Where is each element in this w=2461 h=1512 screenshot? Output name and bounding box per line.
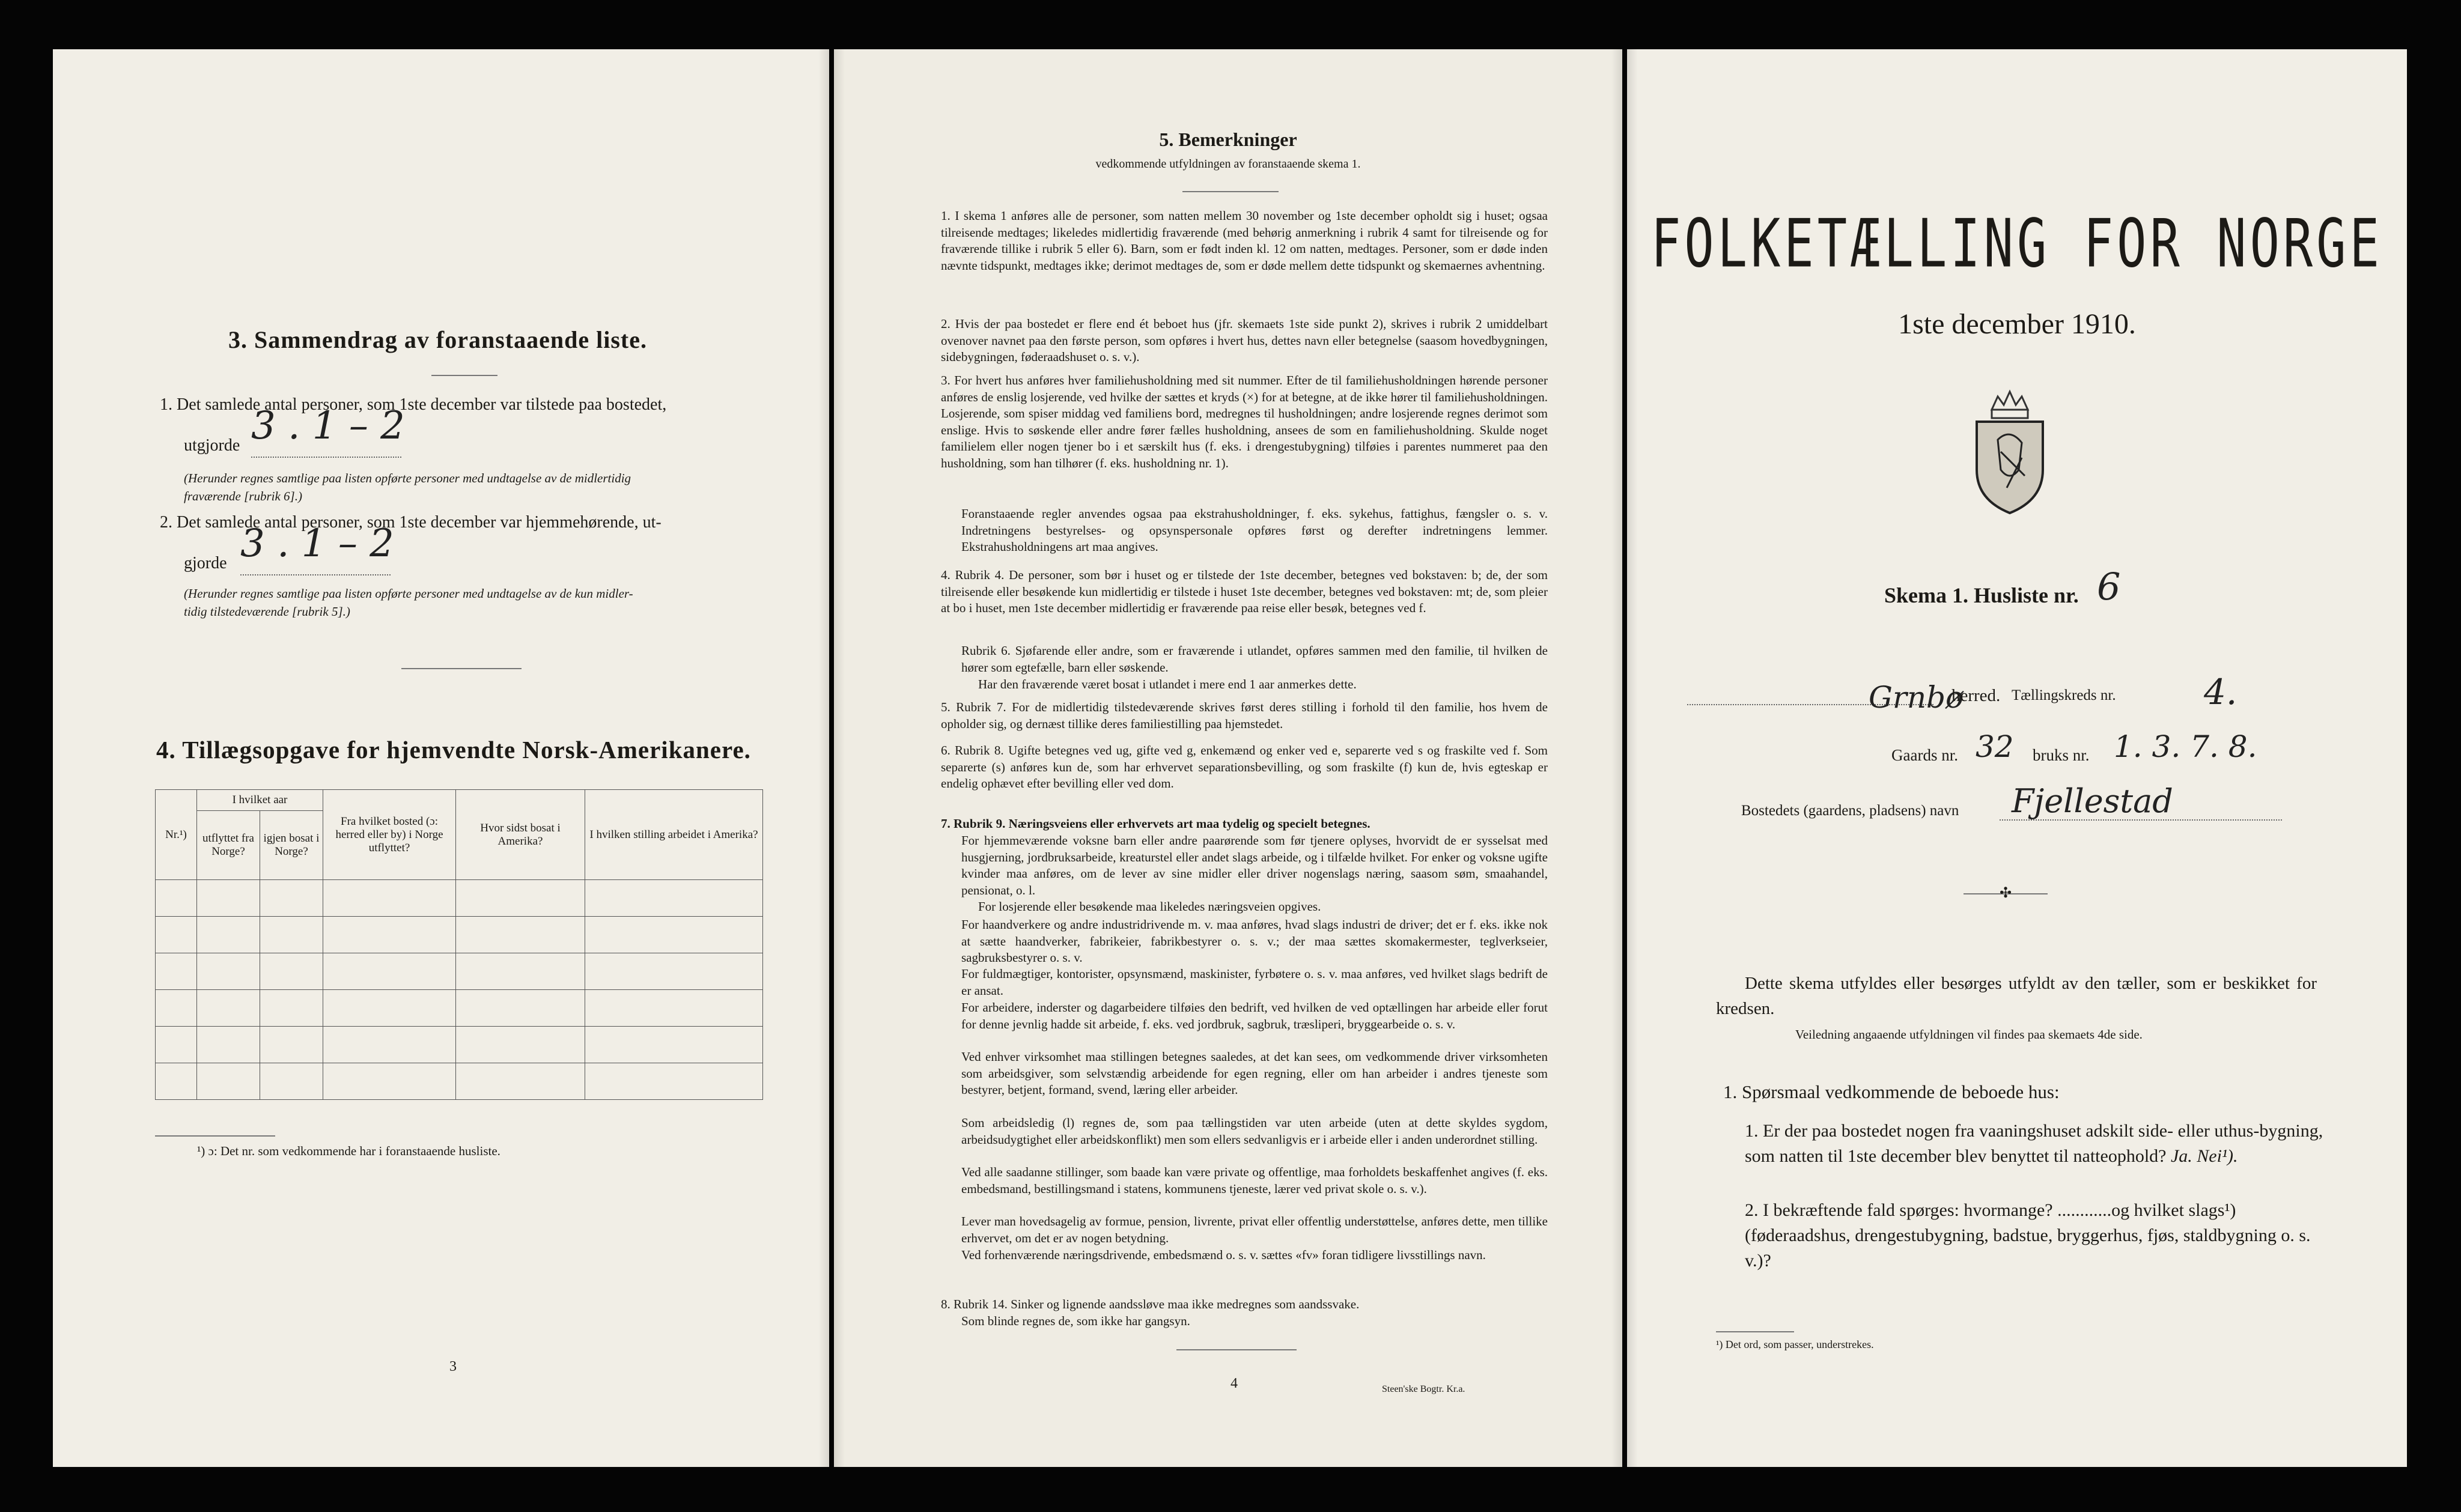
- item1-text: 1. Det samlede antal personer, som 1ste december var tilstede paa bostedet,: [160, 395, 667, 414]
- note-5: 5. Rubrik 7. For de midlertidig tilstedeværende skrives først deres stilling i forhold til den familie, hos hvem de opholder sig, og dernæst tillike deres familiestilling paa hjemstedet.: [941, 700, 1548, 731]
- printer-mark: Steen'ske Bogtr. Kr.a.: [1382, 1384, 1465, 1394]
- table-row: [156, 1063, 763, 1100]
- page-number: 4: [1230, 1376, 1238, 1391]
- left-page: [53, 49, 829, 1467]
- gaards-label: Gaards nr.: [1891, 746, 1958, 764]
- note-3-extra: Foranstaaende regler anvendes ogsaa paa ekstrahusholdninger, f. eks. sykehus, fattighus, fængsler o. s. v. Indretningens bestyrelses- og opsynspersonale opføres først og derefter indretningens lemmer. Ekstrahusholdningens art maa angives.: [961, 506, 1548, 554]
- header-from-where: Fra hvilket bosted (ɔ: herred eller by) i Norge utflyttet?: [323, 790, 456, 880]
- page-fold-shadow: [818, 49, 829, 1467]
- bosted-label: Bostedets (gaardens, pladsens) navn: [1741, 803, 1959, 819]
- section3-title: 3. Sammendrag av foranstaaende liste.: [228, 326, 647, 353]
- middle-page: [834, 49, 1622, 1467]
- divider: [401, 668, 522, 669]
- gaards-nr-value: 32: [1976, 729, 2014, 764]
- questions-heading: 1. Spørsmaal vedkommende de beboede hus:: [1723, 1081, 2060, 1102]
- note-4: 4. Rubrik 4. De personer, som bør i huset og er tilstede der 1ste december, betegnes ved bokstaven: b; de, der som tilreisende eller besøkende kun midlertidig er tilstede i huset 1ste december, betegnes ved bokstaven: mt; de, som pleier at bo i huset, men 1ste december midlertidig er fraværende paa reise eller besøk, betegnes ved f.: [941, 568, 1548, 615]
- header-year-group: I hvilket aar: [197, 790, 323, 811]
- herred-label: herred.: [1951, 686, 2001, 705]
- coat-of-arms-icon: [1965, 386, 2055, 518]
- note-7-i: Lever man hovedsagelig av formue, pension, livrente, privat eller offentlig understøttelse, anføres dette, men tillike erhvervet, om det er av nogen betydning.: [961, 1214, 1548, 1245]
- item1-handwritten-value: 3 . 1 – 2: [251, 404, 405, 448]
- note-7-f: Ved enhver virksomhet maa stillingen betegnes saaledes, at det kan sees, om vedkommende driver virksomheten som arbeidsgiver, som selvstændig arbeidende for egen regning, eller om han arbeider i andres tjeneste som bestyrer, betjent, formand, svend, læring eller arbeider.: [961, 1049, 1548, 1097]
- bosted-dotted-line: [2000, 819, 2282, 821]
- schema-label: Skema 1. Husliste nr.: [1884, 583, 2079, 607]
- note-4-rubrik6: Rubrik 6. Sjøfarende eller andre, som er fraværende i utlandet, opføres sammen med den familie, til hvilken de hører som egtefælle, barn eller søskende.: [961, 643, 1548, 675]
- note-8-b: Som blinde regnes de, som ikke har gangsyn.: [961, 1314, 1190, 1328]
- note-4-abroad: Har den fraværende været bosat i utlandet i mere end 1 aar anmerkes dette.: [978, 677, 1357, 691]
- table-row: [156, 990, 763, 1027]
- bemerkninger-subtitle: vedkommende utfyldningen av foranstaaende skema 1.: [1095, 157, 1361, 171]
- header-last-residence: Hvor sidst bosat i Amerika?: [456, 790, 585, 880]
- note-7-b: For losjerende eller besøkende maa likeledes næringsveien opgives.: [978, 899, 1321, 914]
- census-date: 1ste december 1910.: [1898, 308, 2136, 340]
- table-footnote: ¹) ɔ: Det nr. som vedkommende har i foranstaaende husliste.: [197, 1144, 500, 1158]
- instruction-text: Dette skema utfyldes eller besørges utfyldt av den tæller, som er beskikket for kredsen.: [1716, 974, 2317, 1018]
- item1-prefix: utgjorde: [184, 436, 240, 455]
- table-row: [156, 1027, 763, 1063]
- header-emigrated: utflyttet fra Norge?: [197, 811, 260, 880]
- note-7-j: Ved forhenværende næringsdrivende, embedsmænd o. s. v. sættes «fv» foran tidligere livsstillings navn.: [961, 1248, 1486, 1262]
- right-page: [1627, 49, 2407, 1467]
- note-6: 6. Rubrik 8. Ugifte betegnes ved ug, gifte ved g, enkemænd og enker ved e, separerte ved s og fraskilte ved f. Som separerte (s) anføres kun de, som har erhvervet separationsbevilling, og som fraskilte (f) kun de, hvis egteskap er endelig ophævet efter bevilling eller ved dom.: [941, 743, 1548, 791]
- note-7: 7. Rubrik 9. Næringsveiens eller erhvervets art maa tydelig og specielt betegnes.: [941, 816, 1370, 831]
- divider: [1176, 1349, 1297, 1350]
- header-occupation: I hvilken stilling arbeidet i Amerika?: [585, 790, 763, 880]
- item1-note-line2: fraværende [rubrik 6].): [184, 489, 302, 503]
- kreds-label: Tællingskreds nr.: [2012, 687, 2116, 703]
- header-nr: Nr.¹): [156, 790, 197, 880]
- bosted-value: Fjellestad: [2012, 782, 2173, 820]
- instruction-note: Veiledning angaaende utfyldningen vil findes paa skemaets 4de side.: [1795, 1027, 2143, 1042]
- bemerkninger-title: 5. Bemerkninger: [1159, 129, 1297, 150]
- divider: [431, 375, 497, 376]
- item2-handwritten-value: 3 . 1 – 2: [240, 521, 394, 566]
- note-7-d: For fuldmægtiger, kontorister, opsynsmænd, maskinister, fyrbøtere o. s. v. maa anføres, ved hvilket slags bedrift de er ansat.: [961, 967, 1548, 998]
- norsk-amerikanere-table: [155, 789, 763, 1100]
- item2-prefix: gjorde: [184, 554, 227, 572]
- item2-dotted-line: [240, 574, 391, 575]
- item2-note-line2: tidig tilstedeværende [rubrik 5].): [184, 604, 350, 619]
- header-returned: igjen bosat i Norge?: [260, 811, 323, 880]
- note-3: 3. For hvert hus anføres hver familiehusholdning med sit nummer. Efter de til familiehusholdningen hørende personer anføres de enslig losjerende, ved hvilke der sættes et kryds (×) for at betegne, at de ikke hører til familiehusholdningen. Losjerende, som spiser middag ved familiens bord, medregnes til husholdningen; andre losjerende regnes derimot som enslige. Hvis to søskende eller andre fører fælles husholdning, ansees de som en familiehusholdning. Skulde noget familielem eller nogen tjener bo i et særskilt hus (f. eks. i drengestubygning) tilføies i parentes nummeret paa den husholdning, som han tilhører (f. eks. husholdning nr. 1).: [941, 373, 1548, 470]
- item1-note-line1: (Herunder regnes samtlige paa listen opførte personer med undtagelse av de midlertidig: [184, 471, 631, 485]
- ornament-icon: ✣: [1999, 885, 2012, 901]
- bruks-nr-value: 1. 3. 7. 8.: [2114, 729, 2257, 764]
- item2-note-line1: (Herunder regnes samtlige paa listen opførte personer med undtagelse av de kun midler-: [184, 586, 633, 601]
- footnote-divider: [1716, 1331, 1794, 1332]
- table-row: [156, 953, 763, 990]
- note-7-c: For haandverkere og andre industridrivende m. v. maa anføres, hvad slags industri de driver; det er f. eks. ikke nok at sætte haandverker, fabrikeier, fabrikbestyrer o. s. v.; der maa sættes skomakermester, teglverkseier, sagbruksbestyrer o. s. v.: [961, 917, 1548, 965]
- note-7-a: For hjemmeværende voksne barn eller andre paarørende som før tjenere oplyses, hvorvidt de er sysselsat med husgjerning, jordbruksarbeide, kreaturstel eller andet slags arbeide, og i tilfælde hvilket. For enker og voksne ugifte kvinder maa anføres, om de lever av sine midler eller driver nogenslags næring, saasom søm, smaahandel, pensionat, o. l.: [961, 833, 1548, 897]
- divider: [1182, 191, 1279, 192]
- note-8: 8. Rubrik 14. Sinker og lignende aandssløve maa ikke medregnes som aandssvake.: [941, 1297, 1360, 1311]
- page-fold-shadow: [834, 49, 845, 1467]
- page-fold-shadow: [1611, 49, 1622, 1467]
- note-7-g: Som arbeidsledig (l) regnes de, som paa tællingstiden var uten arbeide (uten at dette skyldes sygdom, arbeidsudygtighet eller arbeidskonflikt) men som ellers sedvanligvis er i arbeide eller i anden underordnet stilling.: [961, 1116, 1548, 1147]
- note-7-h: Ved alle saadanne stillinger, som baade kan være private og offentlige, maa forholdets beskaffenhet angives (f. eks. embedsmand, bestillingsmand i statens, kommunens tjeneste, lærer ved privat skole o. s. v.).: [961, 1165, 1548, 1196]
- main-title: FOLKETÆLLING FOR NORGE: [1650, 205, 2383, 283]
- herred-value: Grnbø: [1869, 680, 1964, 715]
- question-2: 2. I bekræftende fald spørges: hvormange? ............og hvilket slags¹) (føderaadshus, drengestubygning, badstue, bryggerhus, fjøs, staldbygning o. s. v.)?: [1745, 1200, 2311, 1271]
- section4-title: 4. Tillægsopgave for hjemvendte Norsk-Amerikanere.: [156, 736, 751, 764]
- table-row: [156, 880, 763, 917]
- table-row: [156, 917, 763, 953]
- bruks-label: bruks nr.: [2033, 746, 2090, 764]
- page-number: 3: [449, 1359, 457, 1374]
- note-2: 2. Hvis der paa bostedet er flere end ét beboet hus (jfr. skemaets 1ste side punkt 2), skrives i rubrik 2 umiddelbart ovenover navnet paa den første person, som opføres i hvert hus, dettes navn eller betegnelse (saasom hovedbygningen, sidebygningen, føderaadshuset o. s. v.).: [941, 317, 1548, 364]
- item1-dotted-line: [251, 457, 401, 458]
- footnote-divider: [155, 1135, 275, 1137]
- question-1: [1745, 1119, 2331, 1169]
- kreds-nr-value: 4.: [2204, 672, 2237, 712]
- question-1-answer: Ja. Nei¹).: [2170, 1146, 2238, 1166]
- note-7-e: For arbeidere, inderster og dagarbeidere tilføies den bedrift, ved hvilken de ved optællingen har arbeide eller forut for denne jevnlig hadde sit arbeide, f. eks. ved jordbruk, sagbruk, træsliperi, bryggearbeide o. s. v.: [961, 1000, 1548, 1031]
- footnote: ¹) Det ord, som passer, understrekes.: [1716, 1338, 1874, 1350]
- item2-text: 2. Det samlede antal personer, som 1ste december var hjemmehørende, ut-: [160, 513, 662, 532]
- note-1: 1. I skema 1 anføres alle de personer, som natten mellem 30 november og 1ste december opholdt sig i huset; ogsaa tilreisende medtages; likeledes midlertidig fraværende (med behørig anmerkning i rubrik 4 samt for tilreisende og for fraværende tillike i rubrik 5 eller 6). Barn, som er født inden kl. 12 om natten, medtages. Personer, som er døde inden nævnte tidspunkt, medtages ikke; derimot medtages de, som er døde mellem dette tidspunkt og skemaernes avhentning.: [941, 208, 1548, 273]
- husliste-nr-value: 6: [2097, 565, 2121, 609]
- question-1-text: 1. Er der paa bostedet nogen fra vaaningshuset adskilt side- eller uthus-bygning, som natten til 1ste december blev benyttet til natteophold?: [1745, 1121, 2323, 1166]
